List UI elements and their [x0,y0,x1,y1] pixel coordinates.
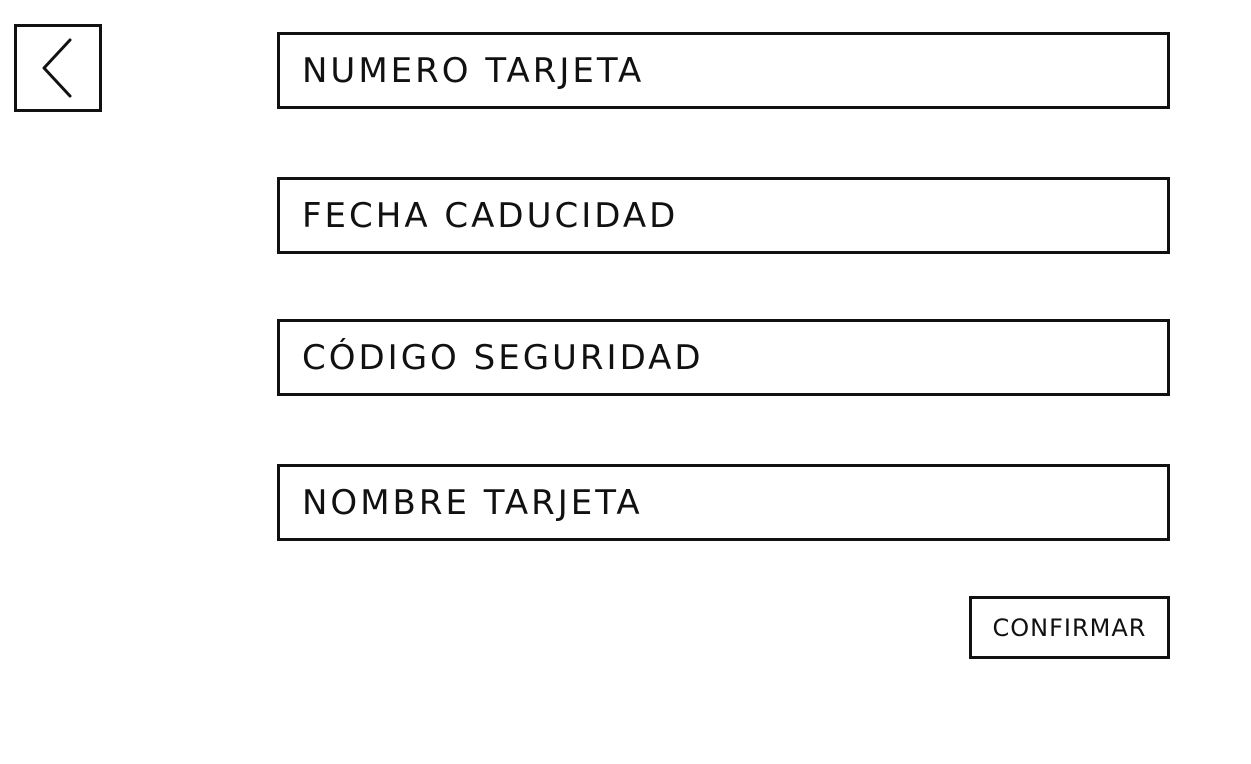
security-code-field[interactable] [277,319,1170,396]
expiry-date-input[interactable] [280,180,1167,251]
card-number-input[interactable] [280,35,1167,106]
chevron-left-icon [38,36,78,100]
cardholder-name-input[interactable] [280,467,1167,538]
cardholder-name-field[interactable] [277,464,1170,541]
security-code-input[interactable] [280,322,1167,393]
card-number-field[interactable] [277,32,1170,109]
expiry-date-field[interactable] [277,177,1170,254]
confirm-button[interactable]: CONFIRMAR [969,596,1170,659]
back-button[interactable] [14,24,102,112]
